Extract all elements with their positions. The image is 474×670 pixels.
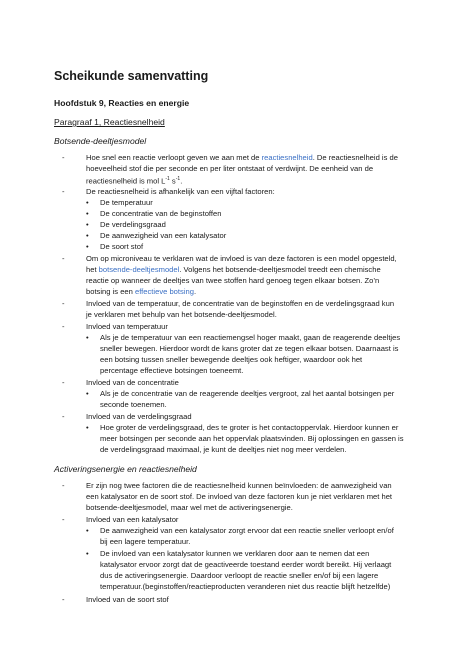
- body-line: Hoe groter de verdelingsgraad, des te groter is het contactoppervlak. Hierdoor kunnen er: [100, 423, 399, 432]
- bullet-dot: •: [86, 423, 89, 432]
- body-line: De aanwezigheid van een katalysator zorgt ervoor dat een reactie sneller verloopt en/of: [100, 526, 394, 535]
- body-line: sneller bewegen. Hierdoor wordt de kans groter dat ze tegen elkaar botsen. Daarnaast is: [100, 344, 399, 353]
- subheading: Invloed van temperatuur: [86, 322, 168, 331]
- subheading: Invloed van de soort stof: [86, 595, 169, 604]
- body-line: botsende-deeltjesmodel, maar wel met de activeringsenergie.: [86, 503, 293, 512]
- dash-bullet: -: [62, 515, 65, 524]
- body-line: Hoe snel een reactie verloopt geven we aan met de reactiesnelheid. De reactiesnelheid is de: [86, 153, 398, 162]
- body-line: je verklaren met behulp van het botsende-deeltjesmodel.: [86, 310, 277, 319]
- term-link-effectieve-botsing[interactable]: effectieve botsing: [134, 287, 194, 296]
- term-link-botsende-deeltjesmodel[interactable]: botsende-deeltjesmodel: [98, 265, 180, 274]
- body-line: Om op microniveau te verklaren wat de invloed is van deze factoren is een model opgesteld,: [86, 254, 397, 263]
- bullet-dot: •: [86, 220, 89, 229]
- body-line: reactiesnelheid is mol $L^{-1}$ $s^{-1}$.: [86, 176, 183, 186]
- body-line: De invloed van een katalysator kunnen we verklaren door aan te nemen dat een: [100, 549, 370, 558]
- factor-item: De soort stof: [100, 242, 144, 251]
- body-line: Als je de concentratie van de reagerende deeltjes vergroot, zal het aantal botsingen per: [100, 389, 395, 398]
- body-line: Er zijn nog twee factoren die de reactiesnelheid kunnen beïnvloeden: de aanwezigheid van: [86, 481, 392, 490]
- dash-bullet: -: [62, 378, 65, 387]
- body-line: een katalysator en de soort stof. De invloed van deze factoren kun je niet verklaren met het: [86, 492, 393, 501]
- term-link-reactiesnelheid[interactable]: reactiesnelheid: [261, 153, 313, 162]
- subheading: Invloed van de verdelingsgraad: [86, 412, 192, 421]
- subheading: Invloed van een katalysator: [86, 515, 179, 524]
- body-line: percentage effectieve botsingen toeneemt.: [100, 366, 244, 375]
- dash-bullet: -: [62, 481, 65, 490]
- bullet-dot: •: [86, 389, 89, 398]
- dash-bullet: -: [62, 153, 65, 162]
- factor-item: De concentratie van de beginstoffen: [100, 209, 222, 218]
- body-line: de verdelingsgraad maximaal, je kunt de deeltjes niet nog meer verdelen.: [100, 445, 347, 454]
- factor-item: De verdelingsgraad: [100, 220, 166, 229]
- body-line: seconde toenemen.: [100, 400, 167, 409]
- body-line: meer botsingen per seconde aan het oppervlak plaatsvinden. Bij oplossingen en gassen is: [100, 434, 404, 443]
- body-line: De reactiesnelheid is afhankelijk van een vijftal factoren:: [86, 187, 275, 196]
- dash-bullet: -: [62, 299, 65, 308]
- dash-bullet: -: [62, 254, 65, 263]
- body-line: hoeveelheid stof die per seconde en per liter ontstaat of verdwijnt. De eenheid van de: [86, 164, 374, 173]
- body-line: temperatuur.(beginstoffen/reactieproducten veranderen niet dus reactie blijft hetzelfde): [100, 582, 391, 591]
- bullet-dot: •: [86, 198, 89, 207]
- body-line: reactie op wanneer de deeltjes van twee stoffen hard genoeg tegen elkaar botsen. Zo’n: [86, 276, 380, 285]
- dash-bullet: -: [62, 187, 65, 196]
- dash-bullet: -: [62, 322, 65, 331]
- dash-bullet: -: [62, 595, 65, 604]
- subheading: Invloed van de concentratie: [86, 378, 179, 387]
- section-heading-botsende-deeltjesmodel: Botsende-deeltjesmodel: [54, 136, 147, 146]
- bullet-dot: •: [86, 209, 89, 218]
- body-line: botsing is een effectieve botsing.: [86, 287, 197, 296]
- bullet-dot: •: [86, 242, 89, 251]
- bullet-dot: •: [86, 231, 89, 240]
- bullet-dot: •: [86, 549, 89, 558]
- document-title: Scheikunde samenvatting: [54, 69, 209, 83]
- bullet-dot: •: [86, 333, 89, 342]
- body-line: het botsende-deeltjesmodel. Volgens het botsende-deeltjesmodel treedt een chemische: [86, 265, 381, 274]
- bullet-dot: •: [86, 526, 89, 535]
- body-line: een botsing tussen sneller bewegende deeltjes ook heftiger, waardoor ook het: [100, 355, 363, 364]
- section-heading-activeringsenergie: Activeringsenergie en reactiesnelheid: [54, 464, 197, 474]
- paragraph-heading: Paragraaf 1, Reactiesnelheid: [54, 117, 165, 127]
- body-line: bij een lagere temperatuur.: [100, 537, 191, 546]
- dash-bullet: -: [62, 412, 65, 421]
- factor-item: De temperatuur: [100, 198, 153, 207]
- body-line: dus de activeringsenergie. Daardoor verloopt de reactie sneller en/of bij een lagere: [100, 571, 379, 580]
- factor-item: De aanwezigheid van een katalysator: [100, 231, 227, 240]
- body-line: katalysator ervoor zorgt dat de geactiveerde toestand eerder wordt bereikt. Hij verlaagt: [100, 560, 392, 569]
- body-line: Invloed van de temperatuur, de concentratie van de beginstoffen en de verdelingsgraad kun: [86, 299, 395, 308]
- body-line: Als je de temperatuur van een reactiemengsel hoger maakt, gaan de reagerende deeltjes: [100, 333, 401, 342]
- chapter-heading: Hoofdstuk 9, Reacties en energie: [54, 98, 190, 108]
